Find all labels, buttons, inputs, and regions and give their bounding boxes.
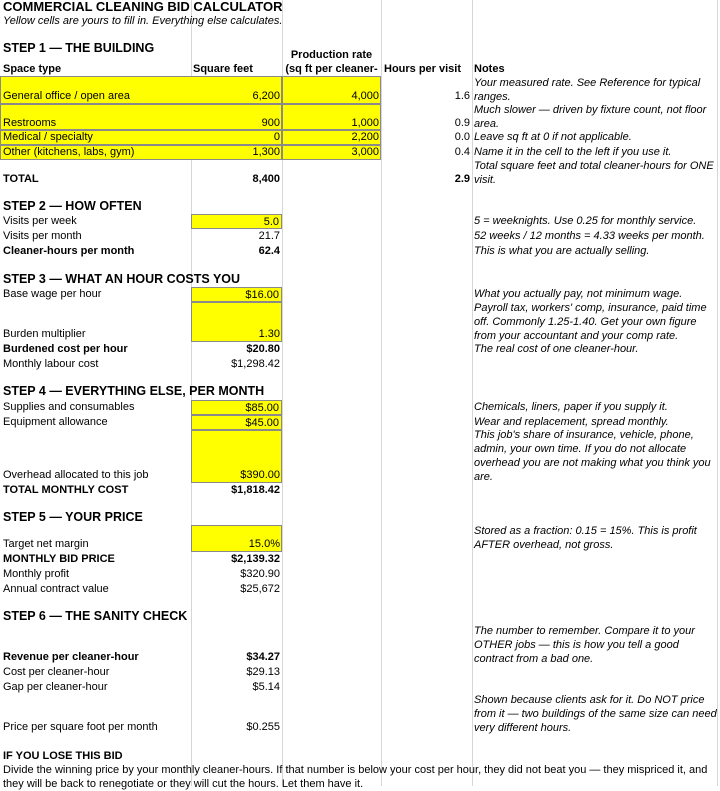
cleaner-hours-value: 62.4 bbox=[258, 245, 280, 257]
monthly-profit-label: Monthly profit bbox=[3, 568, 70, 580]
labour-cost-value: $1,298.42 bbox=[231, 358, 280, 370]
total-monthly-cost-value: $1,818.42 bbox=[231, 484, 280, 496]
burdened-cost-label: Burdened cost per hour bbox=[3, 343, 128, 355]
col-header-notes: Notes bbox=[474, 63, 505, 75]
step5-header: STEP 5 — YOUR PRICE bbox=[3, 510, 143, 524]
step4-header: STEP 4 — EVERYTHING ELSE, PER MONTH bbox=[3, 384, 265, 398]
revenue-hour-note: The number to remember. Compare it to your OTHER jobs — this is how you tell a good contract from a bad one. bbox=[474, 625, 695, 665]
visits-month-label: Visits per month bbox=[3, 230, 82, 242]
rate-input[interactable]: 4,000 bbox=[351, 90, 379, 102]
burden-note: Payroll tax, workers' comp, insurance, paid time off. Commonly 1.25-1.40. Get your own figure from your accountant and your comp rate. bbox=[474, 302, 707, 342]
sqft-input[interactable]: 6,200 bbox=[252, 90, 280, 102]
cleaner-hours-note: This is what you are actually selling. bbox=[474, 245, 650, 257]
base-wage-note: What you actually pay, not minimum wage. bbox=[474, 288, 683, 300]
bid-price-label: MONTHLY BID PRICE bbox=[3, 553, 115, 565]
supplies-note: Chemicals, liners, paper if you supply it. bbox=[474, 401, 668, 413]
hours-cell: 0.4 bbox=[454, 146, 470, 158]
col-header-rate: Production rate (sq ft per cleaner- bbox=[285, 49, 378, 75]
equipment-note: Wear and replacement, spread monthly. bbox=[474, 416, 669, 428]
hours-cell: 0.9 bbox=[454, 117, 470, 129]
labour-cost-label: Monthly labour cost bbox=[3, 358, 99, 370]
burden-label: Burden multiplier bbox=[3, 328, 86, 340]
gap-hour-label: Gap per cleaner-hour bbox=[3, 681, 108, 693]
price-sqft-value: $0.255 bbox=[246, 721, 280, 733]
burdened-cost-note: The real cost of one cleaner-hour. bbox=[474, 343, 639, 355]
note-cell: Leave sq ft at 0 if not applicable. bbox=[474, 131, 632, 143]
margin-label: Target net margin bbox=[3, 538, 89, 550]
supplies-label: Supplies and consumables bbox=[3, 401, 135, 413]
bid-price-value: $2,139.32 bbox=[231, 553, 280, 565]
overhead-label: Overhead allocated to this job bbox=[3, 469, 149, 481]
hours-cell: 0.0 bbox=[454, 131, 470, 143]
overhead-note: This job's share of insurance, vehicle, phone, admin, your own time. If you do not allocate overhead you are not making what you think you are. bbox=[474, 429, 711, 483]
visits-month-value: 21.7 bbox=[258, 230, 280, 242]
base-wage-input[interactable]: $16.00 bbox=[191, 287, 282, 302]
lose-text: Divide the winning price by your monthly cleaner-hours. If that number is below your cost per hour, they did not beat you — they mispriced it, and they will be back to renegotiate or they will cut the hours. Let them have it. bbox=[3, 764, 708, 790]
step6-header: STEP 6 — THE SANITY CHECK bbox=[3, 609, 188, 623]
sqft-input[interactable]: 0 bbox=[273, 131, 280, 143]
col-header-sqft: Square feet bbox=[193, 63, 253, 75]
rate-input[interactable]: 2,200 bbox=[351, 131, 379, 143]
annual-value-label: Annual contract value bbox=[3, 583, 109, 595]
step1-header: STEP 1 — THE BUILDING bbox=[3, 41, 155, 55]
annual-value-value: $25,672 bbox=[240, 583, 280, 595]
margin-note: Stored as a fraction: 0.15 = 15%. This is profit AFTER overhead, not gross. bbox=[474, 525, 697, 551]
note-cell: Your measured rate. See Reference for typical ranges. bbox=[474, 77, 701, 103]
supplies-input[interactable]: $85.00 bbox=[191, 400, 282, 415]
space-type-cell[interactable]: Medical / specialty bbox=[3, 131, 93, 143]
equipment-label: Equipment allowance bbox=[3, 416, 108, 428]
margin-input[interactable]: 15.0% bbox=[248, 538, 280, 550]
visits-week-note: 5 = weeknights. Use 0.25 for monthly service. bbox=[474, 215, 697, 227]
total-hours: 2.9 bbox=[454, 173, 470, 185]
rate-input[interactable]: 1,000 bbox=[351, 117, 379, 129]
cost-hour-value: $29.13 bbox=[246, 666, 280, 678]
cleaner-hours-label: Cleaner-hours per month bbox=[3, 245, 135, 257]
visits-week-input[interactable]: 5.0 bbox=[191, 214, 282, 229]
total-label: TOTAL bbox=[3, 173, 39, 185]
price-sqft-note: Shown because clients ask for it. Do NOT price from it — two buildings of the same size can need very different hours. bbox=[474, 694, 717, 734]
total-monthly-cost-label: TOTAL MONTHLY COST bbox=[3, 484, 129, 496]
gap-hour-value: $5.14 bbox=[252, 681, 280, 693]
price-sqft-label: Price per square foot per month bbox=[3, 721, 158, 733]
hours-cell: 1.6 bbox=[454, 90, 470, 102]
lose-header: IF YOU LOSE THIS BID bbox=[3, 750, 123, 762]
rate-input[interactable]: 3,000 bbox=[351, 146, 379, 158]
total-note: Total square feet and total cleaner-hours for ONE visit. bbox=[474, 160, 714, 186]
sqft-input[interactable]: 900 bbox=[261, 117, 280, 129]
gridline bbox=[472, 0, 473, 786]
overhead-input[interactable]: $390.00 bbox=[240, 469, 280, 481]
step2-header: STEP 2 — HOW OFTEN bbox=[3, 199, 142, 213]
note-cell: Name it in the cell to the left if you use it. bbox=[474, 146, 672, 158]
burdened-cost-value: $20.80 bbox=[246, 343, 280, 355]
note-cell: Much slower — driven by fixture count, not floor area. bbox=[474, 104, 707, 130]
sqft-input[interactable]: 1,300 bbox=[252, 146, 280, 158]
sheet-title: COMMERCIAL CLEANING BID CALCULATOR bbox=[3, 0, 283, 14]
visits-month-note: 52 weeks / 12 months = 4.33 weeks per month. bbox=[474, 230, 705, 242]
space-type-cell[interactable]: Other (kitchens, labs, gym) bbox=[3, 146, 135, 158]
visits-week-label: Visits per week bbox=[3, 215, 77, 227]
total-sqft: 8,400 bbox=[252, 173, 280, 185]
monthly-profit-value: $320.90 bbox=[240, 568, 280, 580]
equipment-input[interactable]: $45.00 bbox=[191, 415, 282, 430]
sheet-subtitle: Yellow cells are yours to fill in. Everything else calculates. bbox=[3, 15, 283, 27]
revenue-hour-value: $34.27 bbox=[246, 651, 280, 663]
space-type-cell[interactable]: Restrooms bbox=[3, 117, 57, 129]
cost-hour-label: Cost per cleaner-hour bbox=[3, 666, 110, 678]
step3-header: STEP 3 — WHAT AN HOUR COSTS YOU bbox=[3, 272, 241, 286]
base-wage-label: Base wage per hour bbox=[3, 288, 102, 300]
burden-input[interactable]: 1.30 bbox=[258, 328, 280, 340]
gridline bbox=[717, 0, 718, 786]
col-header-hours: Hours per visit bbox=[384, 63, 462, 75]
space-type-cell[interactable]: General office / open area bbox=[3, 90, 130, 102]
revenue-hour-label: Revenue per cleaner-hour bbox=[3, 651, 139, 663]
col-header-space: Space type bbox=[3, 63, 62, 75]
